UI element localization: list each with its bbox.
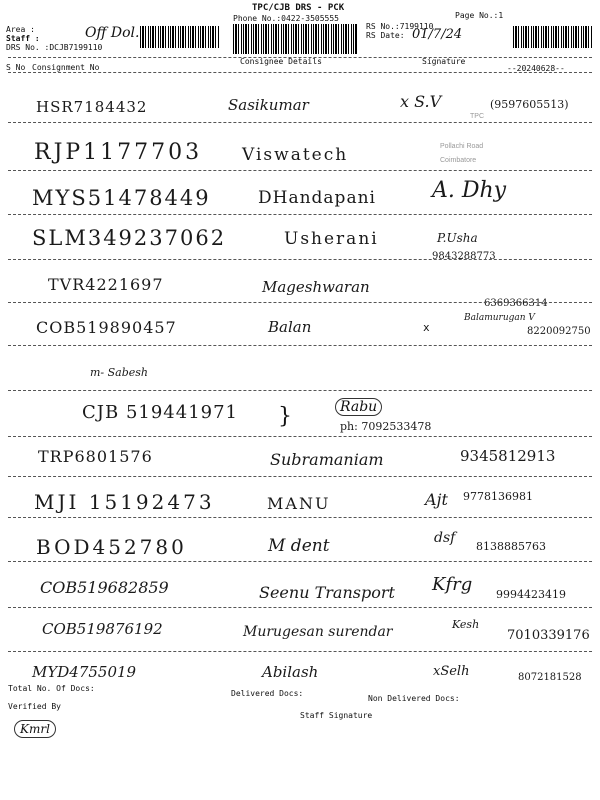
rs-number: RS No.:7199110 [366, 22, 434, 31]
stamp-line-1: TPC [470, 113, 484, 120]
consignment-no: COB519682859 [40, 578, 169, 597]
signature: A. Dhy [432, 178, 507, 203]
stamp-line-3: Coimbatore [440, 157, 477, 164]
delivered-docs-label: Delivered Docs: [231, 689, 304, 698]
consignment-no: TRP6801576 [38, 447, 153, 466]
consignee-name: Subramaniam [270, 450, 384, 469]
consignment-no: MYS51478449 [32, 186, 211, 210]
col-consignee: Consignee Details [240, 57, 322, 66]
consignment-no: CJB 519441971 [82, 402, 239, 423]
verified-by-label: Verified By [8, 702, 61, 711]
row-divider [8, 345, 592, 346]
row-divider [8, 122, 592, 123]
consignee-name: Seenu Transport [259, 583, 395, 602]
rs-date-handwritten: 01/7/24 [412, 27, 463, 42]
phone: 7010339176 [507, 628, 590, 643]
drs-number: DRS No. :DCJB7199110 [6, 43, 103, 52]
phone: 9778136981 [463, 490, 533, 503]
staff-label: Staff : [6, 34, 40, 43]
phone: 8072181528 [518, 672, 582, 683]
signature: Rabu [335, 398, 382, 416]
signature: dsf [434, 530, 456, 546]
signature: Balamurugan V [464, 313, 535, 323]
phone: (9597605513) [490, 98, 569, 111]
row-divider [8, 214, 592, 215]
consignment-no: SLM349237062 [32, 226, 227, 250]
consignee-name: Balan [268, 318, 312, 336]
consignment-no: RJP1177703 [34, 140, 203, 165]
column-header-divider [8, 72, 592, 73]
document-title: TPC/CJB DRS - PCK [252, 3, 345, 13]
handwritten-note: m- Sabesh [90, 366, 149, 379]
brace-mark: } [278, 404, 292, 429]
signature: xSelh [433, 664, 470, 679]
consignee-name: Sasikumar [228, 96, 309, 114]
staff-handwritten: Off Dol. [85, 25, 140, 41]
signature: x S.V [400, 92, 442, 111]
consignment-no: HSR7184432 [36, 98, 148, 116]
phone: 8220092750 [527, 326, 591, 337]
col-signature: Signature [422, 57, 466, 66]
row-divider [8, 170, 592, 171]
consignee-name: Viswatech [242, 145, 349, 165]
barcode-right [513, 26, 593, 48]
consignee-name: DHandapani [258, 188, 376, 208]
barcode-left [140, 26, 220, 48]
date-code: --20240628-- [507, 64, 565, 73]
consignment-no: TVR4221697 [48, 275, 164, 294]
col-sno: S No [6, 63, 26, 72]
row-divider [8, 561, 592, 562]
consignment-no: MJI 15192473 [34, 490, 215, 514]
verifier-signature: Kmrl [14, 720, 56, 738]
cross-mark: x [423, 321, 430, 334]
row-divider [8, 302, 592, 303]
consignee-name: M dent [268, 536, 330, 556]
consignment-no: MYD4755019 [32, 663, 137, 681]
consignee-name: Mageshwaran [262, 278, 370, 296]
row-divider [8, 476, 592, 477]
phone-number: Phone No.:0422-3505555 [233, 14, 339, 23]
signature: P.Usha [437, 231, 478, 245]
signature: Kfrg [432, 574, 473, 595]
row-divider [8, 517, 592, 518]
stamp-line-2: Pollachi Road [440, 143, 484, 150]
signature: Ajt [425, 490, 448, 509]
row-divider [8, 259, 592, 260]
consignee-name: Murugesan surendar [243, 624, 393, 640]
row-divider [8, 607, 592, 608]
phone: 8138885763 [476, 540, 546, 553]
page-number: Page No.:1 [455, 11, 504, 20]
staff-signature-label: Staff Signature [300, 711, 373, 720]
consignee-name: MANU [267, 494, 331, 513]
consignment-no: COB519876192 [42, 620, 163, 638]
non-delivered-docs-label: Non Delivered Docs: [368, 694, 460, 703]
phone: 9843288773 [432, 251, 496, 262]
area-label: Area : [6, 25, 35, 34]
col-consignment: Consignment No [32, 63, 100, 72]
phone: 6369366314 [484, 298, 548, 309]
row-divider [8, 390, 592, 391]
total-docs-label: Total No. Of Docs: [8, 684, 95, 693]
consignment-no: COB519890457 [36, 318, 177, 337]
phone: 9345812913 [460, 447, 556, 465]
phone: ph: 7092533478 [340, 420, 432, 433]
consignment-no: BOD452780 [36, 535, 187, 559]
row-divider [8, 436, 592, 437]
row-divider [8, 651, 592, 652]
phone: 9994423419 [496, 588, 566, 601]
signature: Kesh [452, 618, 480, 631]
barcode-center [233, 24, 358, 54]
consignee-name: Usherani [284, 229, 379, 249]
rs-date-label: RS Date: [366, 31, 405, 40]
consignee-name: Abilash [262, 663, 319, 681]
